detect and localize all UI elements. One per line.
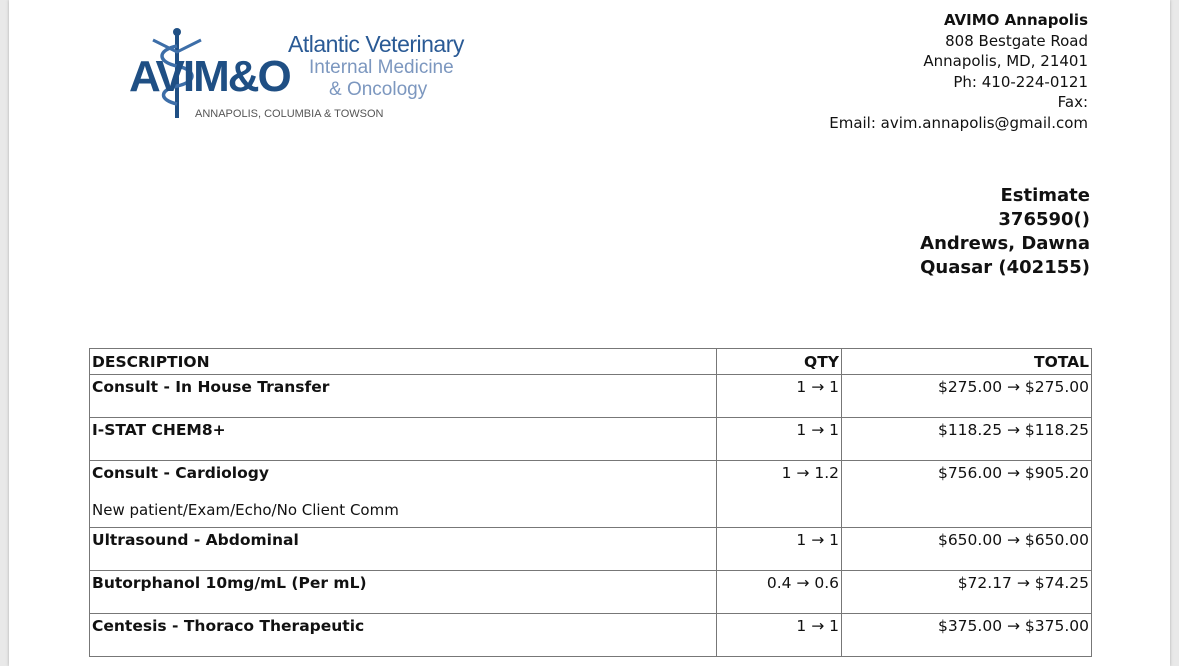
item-total: $72.17 → $74.25	[842, 571, 1092, 614]
description-header: DESCRIPTION	[90, 349, 717, 375]
line-items-table	[89, 348, 1092, 657]
item-note: New patient/Exam/Echo/No Client Comm	[92, 501, 399, 519]
table-row	[90, 418, 1092, 461]
item-description-cell	[90, 571, 717, 614]
estimate-page	[9, 0, 1170, 666]
item-qty: 1 → 1.2	[717, 461, 842, 528]
clinic-address-block	[829, 10, 1088, 134]
clinic-phone: Ph: 410-224-0121	[953, 72, 1088, 91]
item-qty: 1 → 1	[717, 528, 842, 571]
item-total: $275.00 → $275.00	[842, 375, 1092, 418]
item-total: $756.00 → $905.20	[842, 461, 1092, 528]
item-name: Centesis - Thoraco Therapeutic	[92, 617, 365, 635]
clinic-email: Email: avim.annapolis@gmail.com	[829, 113, 1088, 132]
logo-mark: AVIM&O	[129, 52, 290, 101]
patient-name: Quasar (402155)	[920, 257, 1090, 278]
clinic-fax: Fax:	[1057, 93, 1088, 112]
table-row	[90, 614, 1092, 657]
estimate-title: Estimate	[1000, 185, 1090, 206]
item-qty: 1 → 1	[717, 614, 842, 657]
clinic-city: Annapolis, MD, 21401	[923, 52, 1088, 71]
item-description-cell	[90, 418, 717, 461]
total-header: TOTAL	[842, 349, 1092, 375]
item-name: Consult - Cardiology	[92, 464, 269, 482]
table-header-row	[90, 349, 1092, 375]
item-qty: 0.4 → 0.6	[717, 571, 842, 614]
estimate-number: 376590()	[998, 209, 1090, 230]
item-qty: 1 → 1	[717, 375, 842, 418]
item-name: Butorphanol 10mg/mL (Per mL)	[92, 574, 367, 592]
clinic-name: AVIMO Annapolis	[943, 11, 1088, 29]
item-description-cell	[90, 375, 717, 418]
table-row	[90, 571, 1092, 614]
clinic-street: 808 Bestgate Road	[945, 31, 1088, 50]
table-row	[90, 461, 1092, 528]
item-qty: 1 → 1	[717, 418, 842, 461]
clinic-logo	[129, 22, 509, 132]
logo-line-2: Internal Medicine	[309, 57, 454, 78]
item-name: Consult - In House Transfer	[92, 378, 330, 396]
table-row	[90, 528, 1092, 571]
item-description-cell	[90, 461, 717, 528]
item-total: $118.25 → $118.25	[842, 418, 1092, 461]
logo-line-1: Atlantic Veterinary	[288, 31, 464, 57]
table-row	[90, 375, 1092, 418]
item-name: I-STAT CHEM8+	[92, 421, 226, 439]
client-name: Andrews, Dawna	[920, 233, 1090, 254]
item-total: $375.00 → $375.00	[842, 614, 1092, 657]
logo-line-3: & Oncology	[329, 79, 428, 100]
item-name: Ultrasound - Abdominal	[92, 531, 299, 549]
item-total: $650.00 → $650.00	[842, 528, 1092, 571]
logo-locations: ANNAPOLIS, COLUMBIA & TOWSON	[195, 108, 384, 120]
qty-header: QTY	[717, 349, 842, 375]
estimate-header	[920, 184, 1090, 280]
item-description-cell	[90, 528, 717, 571]
item-description-cell	[90, 614, 717, 657]
